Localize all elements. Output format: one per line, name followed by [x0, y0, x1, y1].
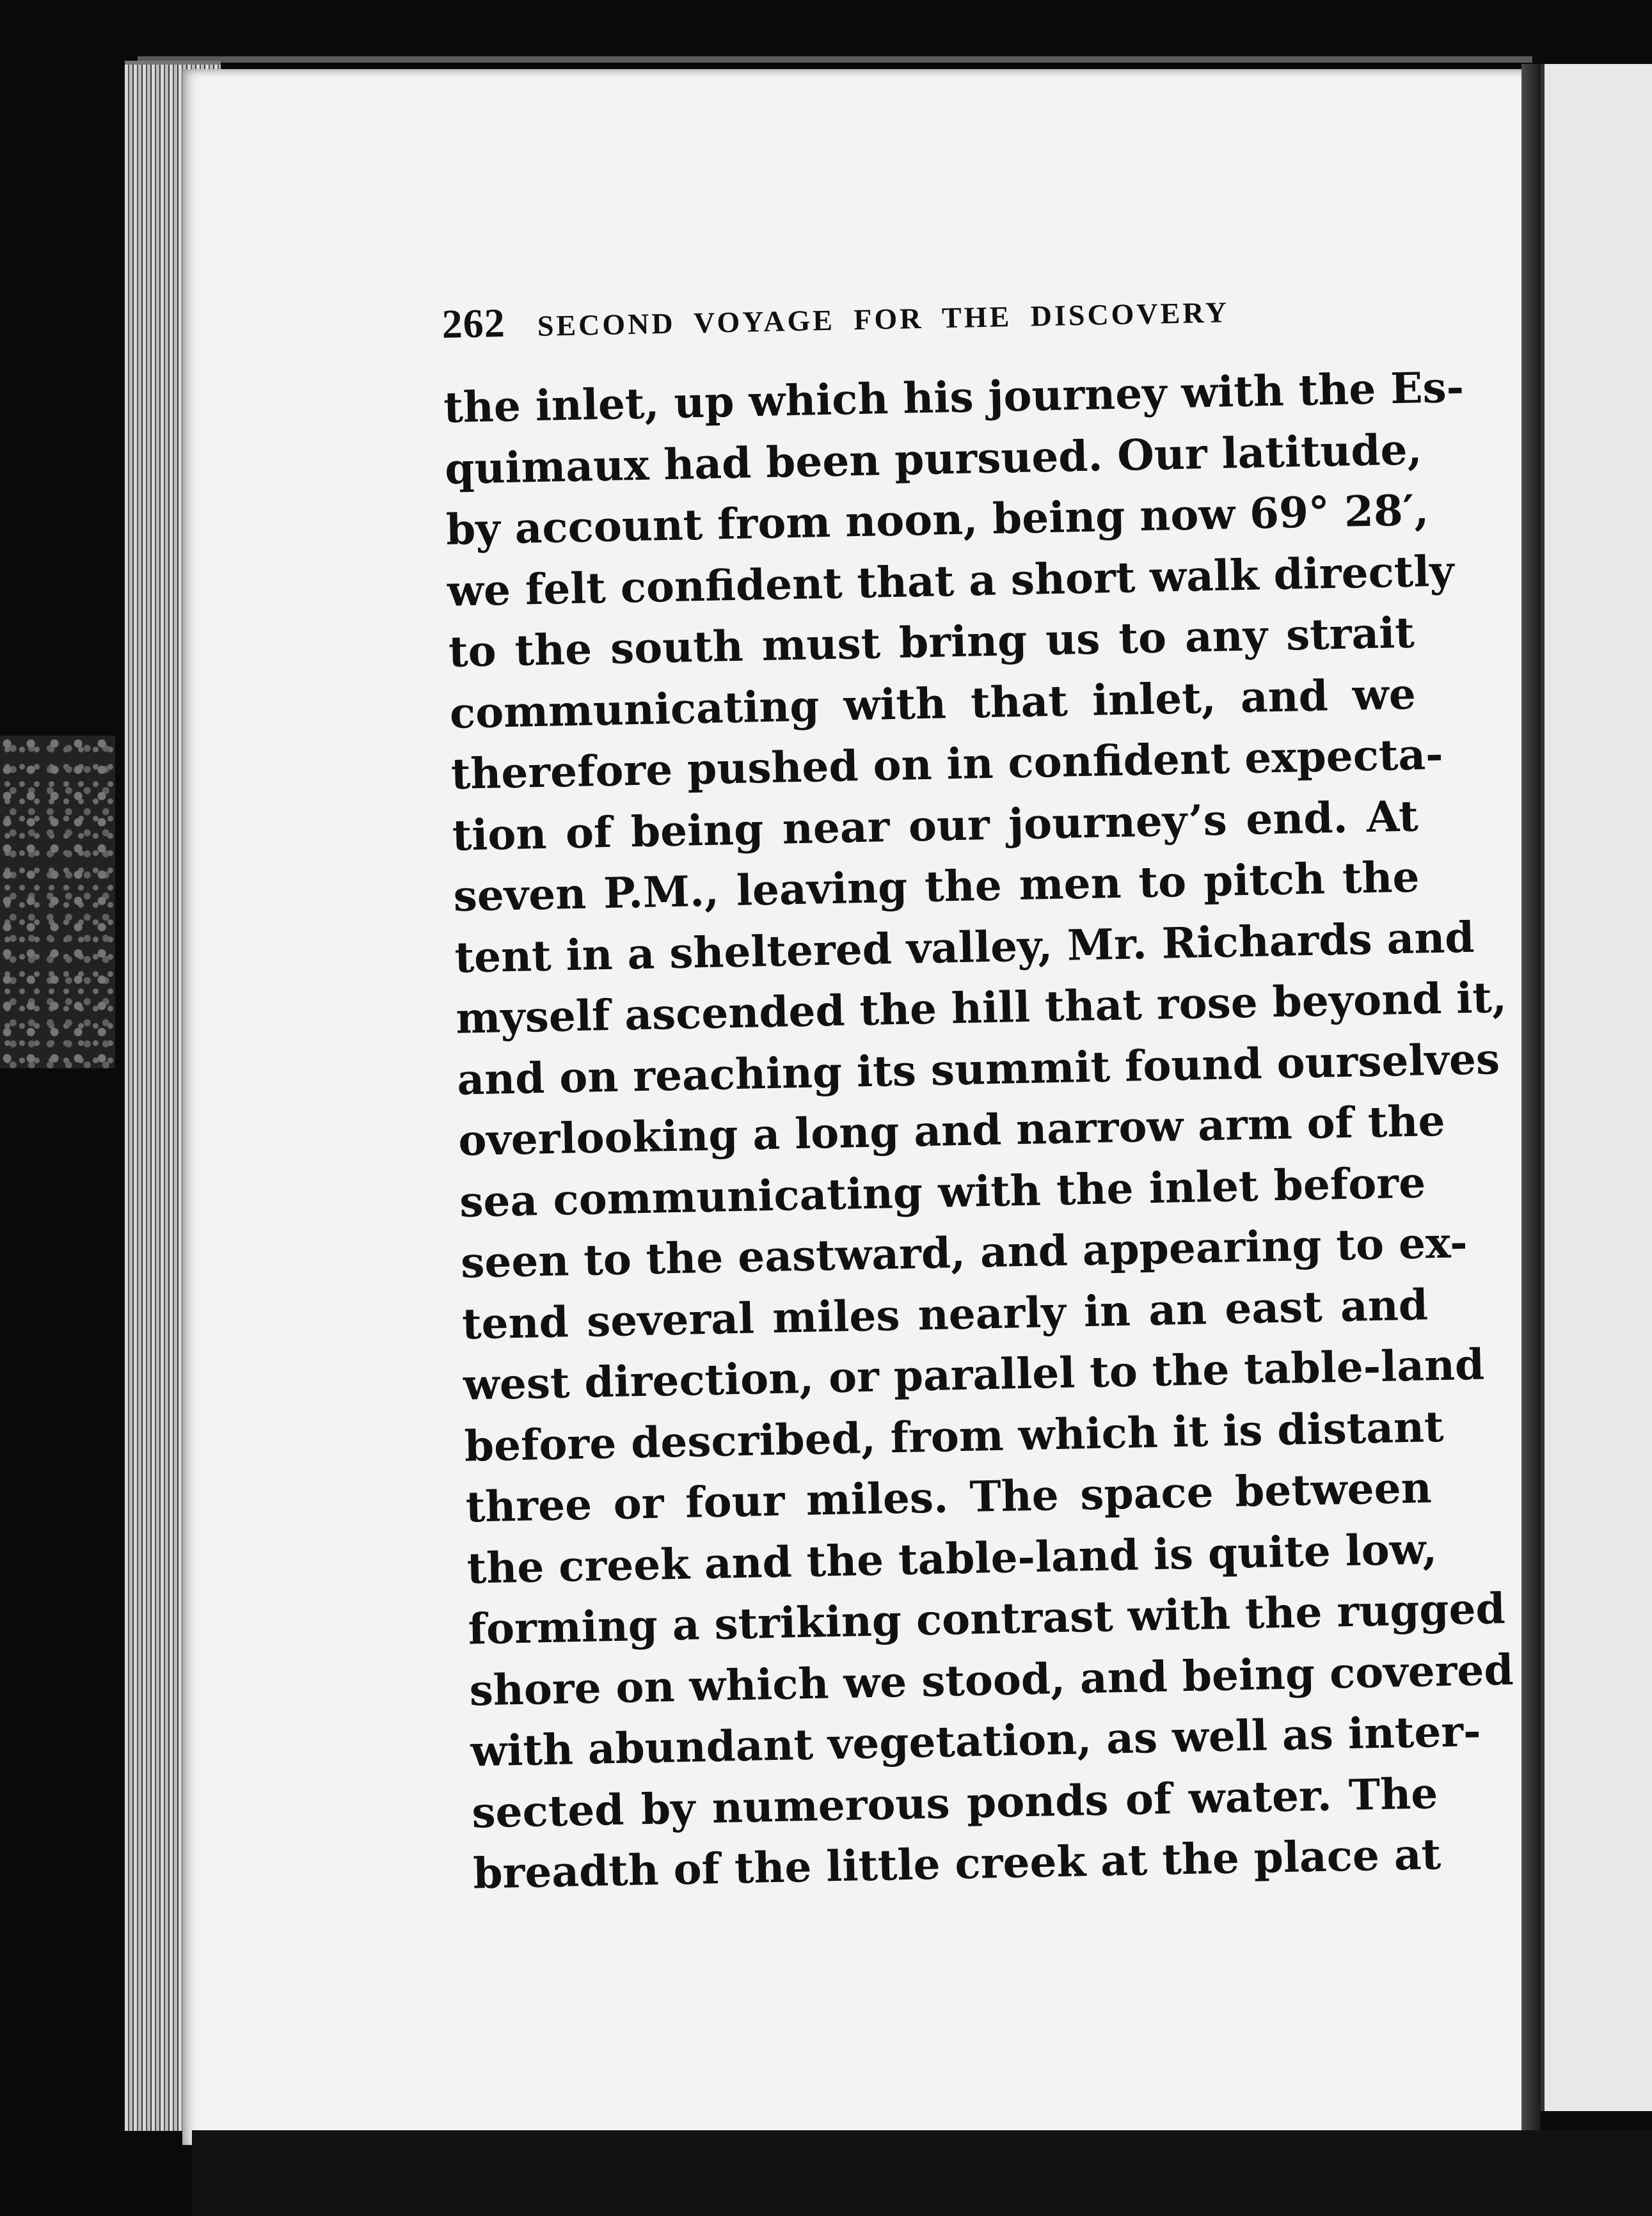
- facing-page-edge: [1541, 64, 1652, 2111]
- text-line: quimaux had been pursued. Our latitude,: [444, 423, 1423, 494]
- text-line: three or four miles. The space between: [465, 1462, 1433, 1532]
- text-line: tend several miles nearly in an east and: [461, 1279, 1429, 1349]
- running-head-title: SECOND VOYAGE FOR THE DISCOVERY: [537, 296, 1230, 342]
- text-line: breadth of the little creek at the place at: [472, 1829, 1442, 1899]
- text-line: seven P.M., leaving the men to pitch the: [452, 851, 1420, 921]
- text-line: sea communicating with the inlet before: [459, 1157, 1426, 1227]
- text-line: by account from noon, being now 69° 28′,: [445, 485, 1429, 555]
- text-line: with abundant vegetation, as well as inter-: [470, 1706, 1482, 1777]
- text-line: to the south must bring us to any strait: [448, 607, 1415, 677]
- scan-bottom-border: [192, 2130, 1652, 2216]
- text-line: tent in a sheltered valley, Mr. Richards and: [454, 912, 1475, 983]
- text-line: seen to the eastward, and appearing to ex-: [460, 1217, 1468, 1288]
- text-line: myself ascended the hill that rose beyond it,: [455, 972, 1507, 1043]
- text-line: we felt confident that a short walk directly: [447, 545, 1455, 616]
- body-text: [443, 358, 1514, 1904]
- page-text-block: [441, 281, 1514, 1904]
- text-line: the inlet, up which his journey with the Es-: [443, 361, 1465, 432]
- text-line: therefore pushed on in confident expecta-: [450, 729, 1444, 799]
- text-line: the creek and the table-land is quite low,: [466, 1523, 1438, 1594]
- text-line: communicating with that inlet, and we: [449, 669, 1417, 738]
- text-line: west direction, or parallel to the table-land: [463, 1339, 1485, 1410]
- page-number: 262: [441, 300, 506, 347]
- scan-edge-noise: [0, 736, 115, 1068]
- text-line: tion of being near our journey’s end. At: [451, 791, 1419, 860]
- text-line: and on reaching its summit found ourselves: [456, 1033, 1500, 1105]
- text-line: overlooking a long and narrow arm of the: [457, 1095, 1446, 1166]
- text-line: sected by numerous ponds of water. The: [471, 1768, 1438, 1838]
- text-line: before described, from which it is distant: [464, 1401, 1445, 1471]
- book-spine-shadow: [1521, 64, 1541, 2137]
- book-top-edge: [138, 56, 1532, 63]
- text-line: shore on which we stood, and being covered: [468, 1644, 1514, 1716]
- text-line: forming a striking contrast with the rugged: [467, 1583, 1506, 1654]
